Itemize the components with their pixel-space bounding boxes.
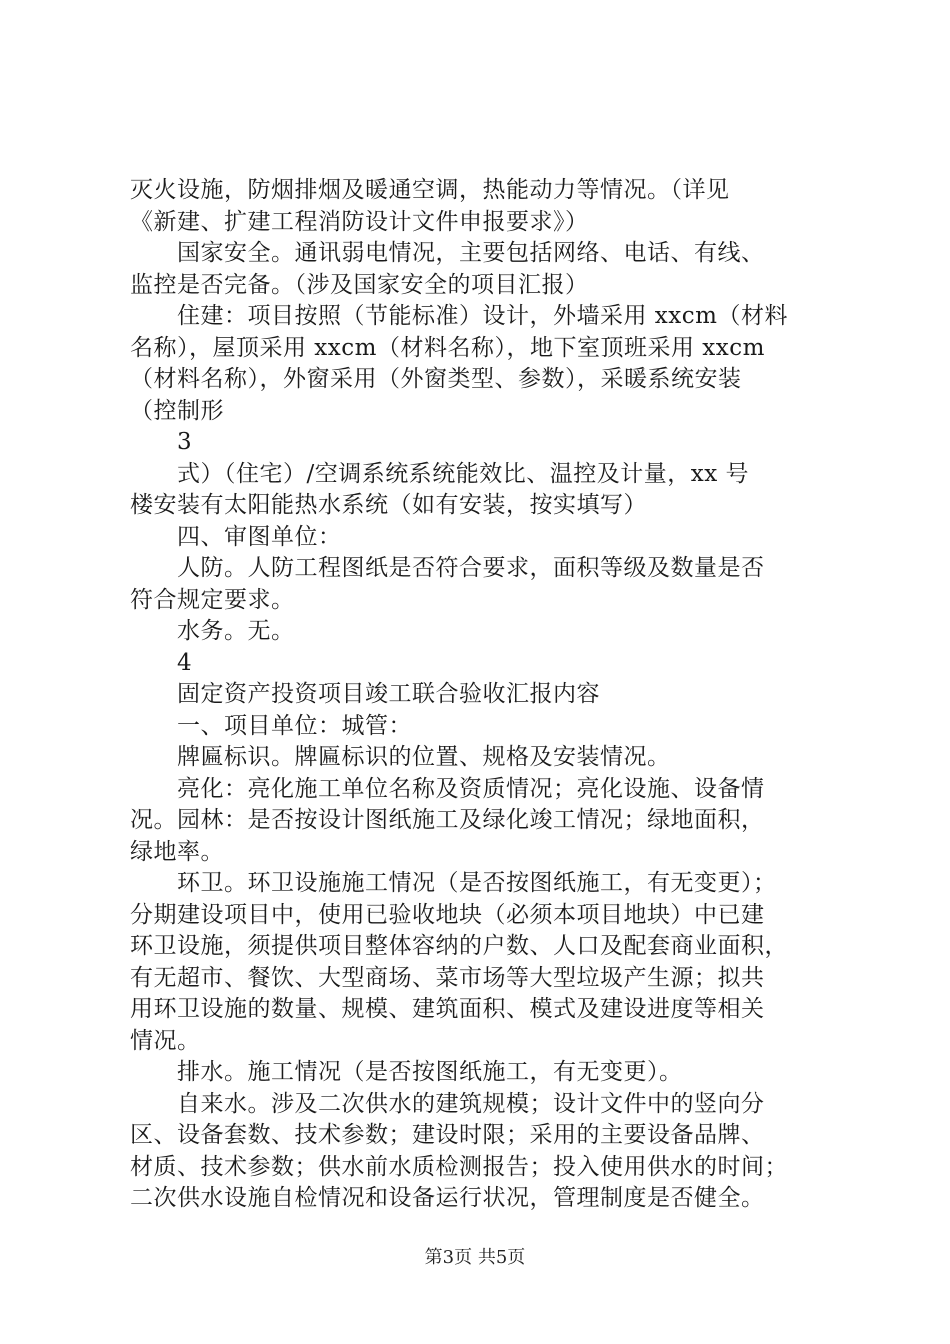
text-line: 况。园林：是否按设计图纸施工及绿化竣工情况；绿地面积， [130,807,765,833]
text-line: 监控是否完备。（涉及国家安全的项目汇报） [130,271,589,298]
text-line: 区、设备套数、技术参数；建设时限；采用的主要设备品牌、 [130,1122,765,1148]
text-line: 住建：项目按照（节能标准）设计，外墙采用 xxcm（材料 [130,303,788,329]
text-line: 《新建、扩建工程消防设计文件申报要求》） [130,208,589,235]
text-line: 亮化：亮化施工单位名称及资质情况；亮化设施、设备情 [130,775,765,802]
document-body [130,175,830,1215]
text-line: 四、审图单位： [130,523,342,550]
text-line: 分期建设项目中，使用已验收地块（必须本项目地块）中已建 [130,901,765,928]
text-line: 用环卫设施的数量、规模、建筑面积、模式及建设进度等相关 [130,996,765,1022]
text-line: 二次供水设施自检情况和设备运行状况，管理制度是否健全。 [130,1185,765,1211]
text-line: 一、项目单位：城管： [130,712,412,739]
text-line: 情况。 [130,1027,201,1054]
text-line: 绿地率。 [130,838,224,865]
text-line: 环卫设施，须提供项目整体容纳的户数、人口及配套商业面积， [130,933,788,959]
text-line: 环卫。环卫设施施工情况（是否按图纸施工，有无变更）； [130,870,777,896]
text-line: （控制形 [130,397,224,424]
text-line: 4 [130,649,193,676]
text-line: 符合规定要求。 [130,586,295,613]
text-line: 牌匾标识。牌匾标识的位置、规格及安装情况。 [130,744,671,770]
page-footer [0,1243,950,1269]
text-line: 水务。无。 [130,618,295,644]
text-line: 灭火设施，防烟排烟及暖通空调，热能动力等情况。（详见 [130,177,730,203]
text-line: 3 [130,429,193,455]
text-line: 楼安装有太阳能热水系统（如有安装，按实填写） [130,492,647,518]
text-line: 式）（住宅）/空调系统系统能效比、温控及计量，xx 号 [130,460,750,487]
text-line: 自来水。涉及二次供水的建筑规模；设计文件中的竖向分 [130,1090,765,1117]
text-line: 排水。施工情况（是否按图纸施工，有无变更）。 [130,1059,683,1085]
text-line: 固定资产投资项目竣工联合验收汇报内容 [130,681,600,707]
text-line: （材料名称），外窗采用（外窗类型、参数），采暖系统安装 [130,366,742,392]
text-line: 材质、技术参数；供水前水质检测报告；投入使用供水的时间； [130,1153,788,1180]
text-line: 人防。人防工程图纸是否符合要求，面积等级及数量是否 [130,555,765,581]
text-line: 国家安全。通讯弱电情况，主要包括网络、电话、有线、 [130,240,765,266]
page-number: 第3页 共5页 [424,1247,526,1268]
text-line: 名称），屋顶采用 xxcm（材料名称），地下室顶班采用 xxcm [130,334,765,361]
text-line: 有无超市、餐饮、大型商场、菜市场等大型垃圾产生源；拟共 [130,964,765,991]
